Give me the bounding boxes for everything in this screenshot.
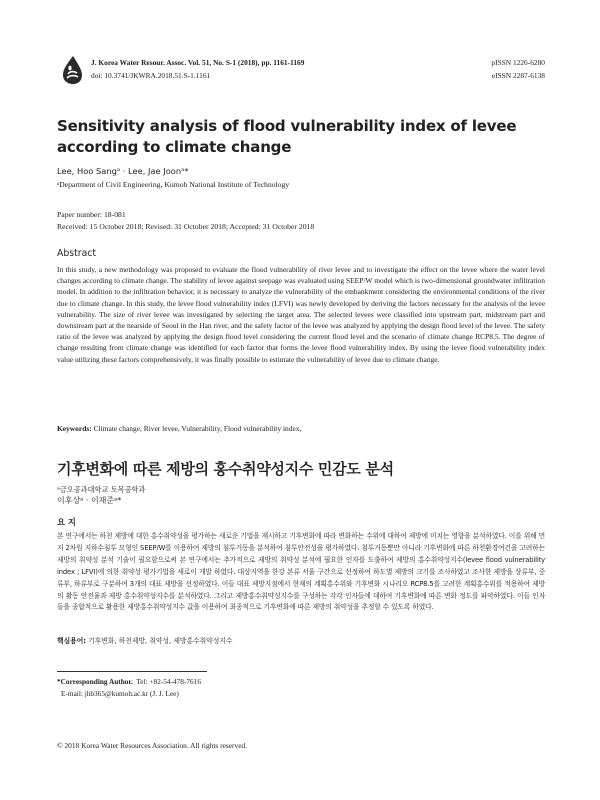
keywords-ko-text: 기후변화, 하천제방, 취약성, 제방홍수취약성지수 [88, 637, 233, 645]
affiliation-en: ᵃDepartment of Civil Engineering, Kumoh National Institute of Technology [57, 180, 290, 189]
authors-en: Lee, Hoo Sangᵃ · Lee, Jae Joonᵃ* [57, 166, 189, 176]
journal-citation [91, 57, 304, 69]
corresponding-author [57, 676, 201, 699]
journal-logo [57, 54, 87, 86]
keywords-ko-label: 핵심용어: [57, 637, 86, 645]
copyright: © 2018 Korea Water Resources Association. All rights reserved. [57, 741, 248, 750]
keywords-en [57, 424, 301, 433]
journal-name: J. Korea Water Resour. Assoc. Vol. 51, No. S-1 (2018), pp. 1161-1169 [91, 58, 305, 67]
paper-title-ko: 기후변화에 따른 제방의 홍수취약성지수 민감도 분석 [57, 460, 394, 478]
abstract-body: In this study, a new methodology was proposed to evaluate the flood vulnerability of river levee and to investigate the effect on the levee where the water level changes according to climate change. The stability of levee against seepage was evaluated using SEEP/W model which is two-dimensional groundwater infiltration model. In addition to the infiltration behavior, it is necessary to analyze the vulnerability of the embankment considering the environmental conditions of the river due to climate change. In this study, the levee flood vulnerability index (LFVI) was newly developed by deriving the factors necessary for the analysis of the levee vulnerability. The size of river levee was investigated by selecting the target area. The selected levees were classified into upstream part, midstream part and downstream part at the nearside of Seoul in the Han river, and the safety factor of the levee was analyzed by applying the design flood level of the levee. The safety ratio of the levee was analyzed by applying the design flood level considering the current flood level and the scenario of climate change RCP8.5. The degree of change resulting from climate change was identified for each factor that forms the levee flood vulnerability index. By using the levee flood vulnerability index value utilizing these factors comprehensively, it was finally possible to estimate the vulnerability of levee due to climate change. [57, 265, 545, 364]
water-drop-icon [57, 54, 87, 86]
pissn: pISSN 1226-6280 [491, 58, 545, 67]
keywords-ko [57, 635, 232, 645]
paper-number: Paper number: 18-081 [57, 210, 126, 219]
corresponding-label: *Corresponding Author. [57, 677, 133, 686]
eissn: eISSN 2287-6138 [491, 71, 545, 80]
doi: doi: 10.3741/JKWRA.2018.51.S-1.1161 [91, 71, 211, 80]
paper-info [57, 209, 314, 233]
keywords-label: Keywords: [57, 424, 92, 433]
abstract-heading: Abstract [57, 248, 97, 259]
corresponding-email: E-mail: jhb365@kumoh.ac.kr (J. J. Lee) [61, 688, 179, 698]
summary-body: 본 연구에서는 하천 제방에 대한 홍수취약성을 평가하는 새로운 기법을 제시하고 기후변화에 따라 변화하는 수위에 대하여 제방에 미치는 영향을 분석하였다. 이를 위해 먼저 2차원 지하수침투 모형인 SEEP/W를 이용하여 제방의 침투거동을 분석하여 침투안전성을 평가하였다. 침투거동뿐만 아니라 기후변화에 따른 하천환경여건을 고려하는 제방의 취약성 분석 기술이 필요함으로써 본 연구에서는 추가적으로 제방의 취약성 분석에 필요한 인자를 도출하여 제방의 홍수취약성지수(levee flood vulnerability index ; LFVI)에 의한 취약성 평가기법을 새로이 개발 하였다. 대상지역을 한강 본류 서울 구간으로 선정하여 하도별 제방의 크기를 조사하였고 조사한 제방을 상류부, 중류부, 하류부로 구분하여 3개의 대표 제방을 선정하였다. 이들 대표 제방지점에서 현재의 계획홍수위와 기후변화 시나리오 RCP8.5를 고려한 계획홍수위를 적용하여 제방의 활동 안전율과 제방 홍수취약성지수를 분석하였다. 그리고 제방홍수취약성지수를 구성하는 각각 인자들에 대하여 기후변화에 따른 변화 정도를 파악하였다. 이들 인자들을 종합적으로 활용한 제방홍수취약성지수 값을 이용하여 최종적으로 기후변화에 따른 제방의 취약성을 추정할 수 있도록 하였다. [57, 532, 545, 612]
summary-heading: 요 지 [57, 517, 76, 527]
affiliation-ko: ᵃ금오공과대학교 토목공학과 [57, 485, 146, 494]
corresponding-tel: Tel: +82-54-478-7616 [136, 677, 201, 686]
authors-ko: 이후상ᵃ · 이재준ᵃ* [57, 496, 122, 505]
paper-dates: Received: 15 October 2018; Revised: 31 October 2018; Accepted: 31 October 2018 [57, 222, 315, 231]
paper-title-en: Sensitivity analysis of flood vulnerability index of levee according to climate change [57, 117, 517, 156]
footnote-divider [57, 671, 207, 672]
keywords-text: Climate change, River levee, Vulnerability, Flood vulnerability index, [93, 424, 302, 433]
